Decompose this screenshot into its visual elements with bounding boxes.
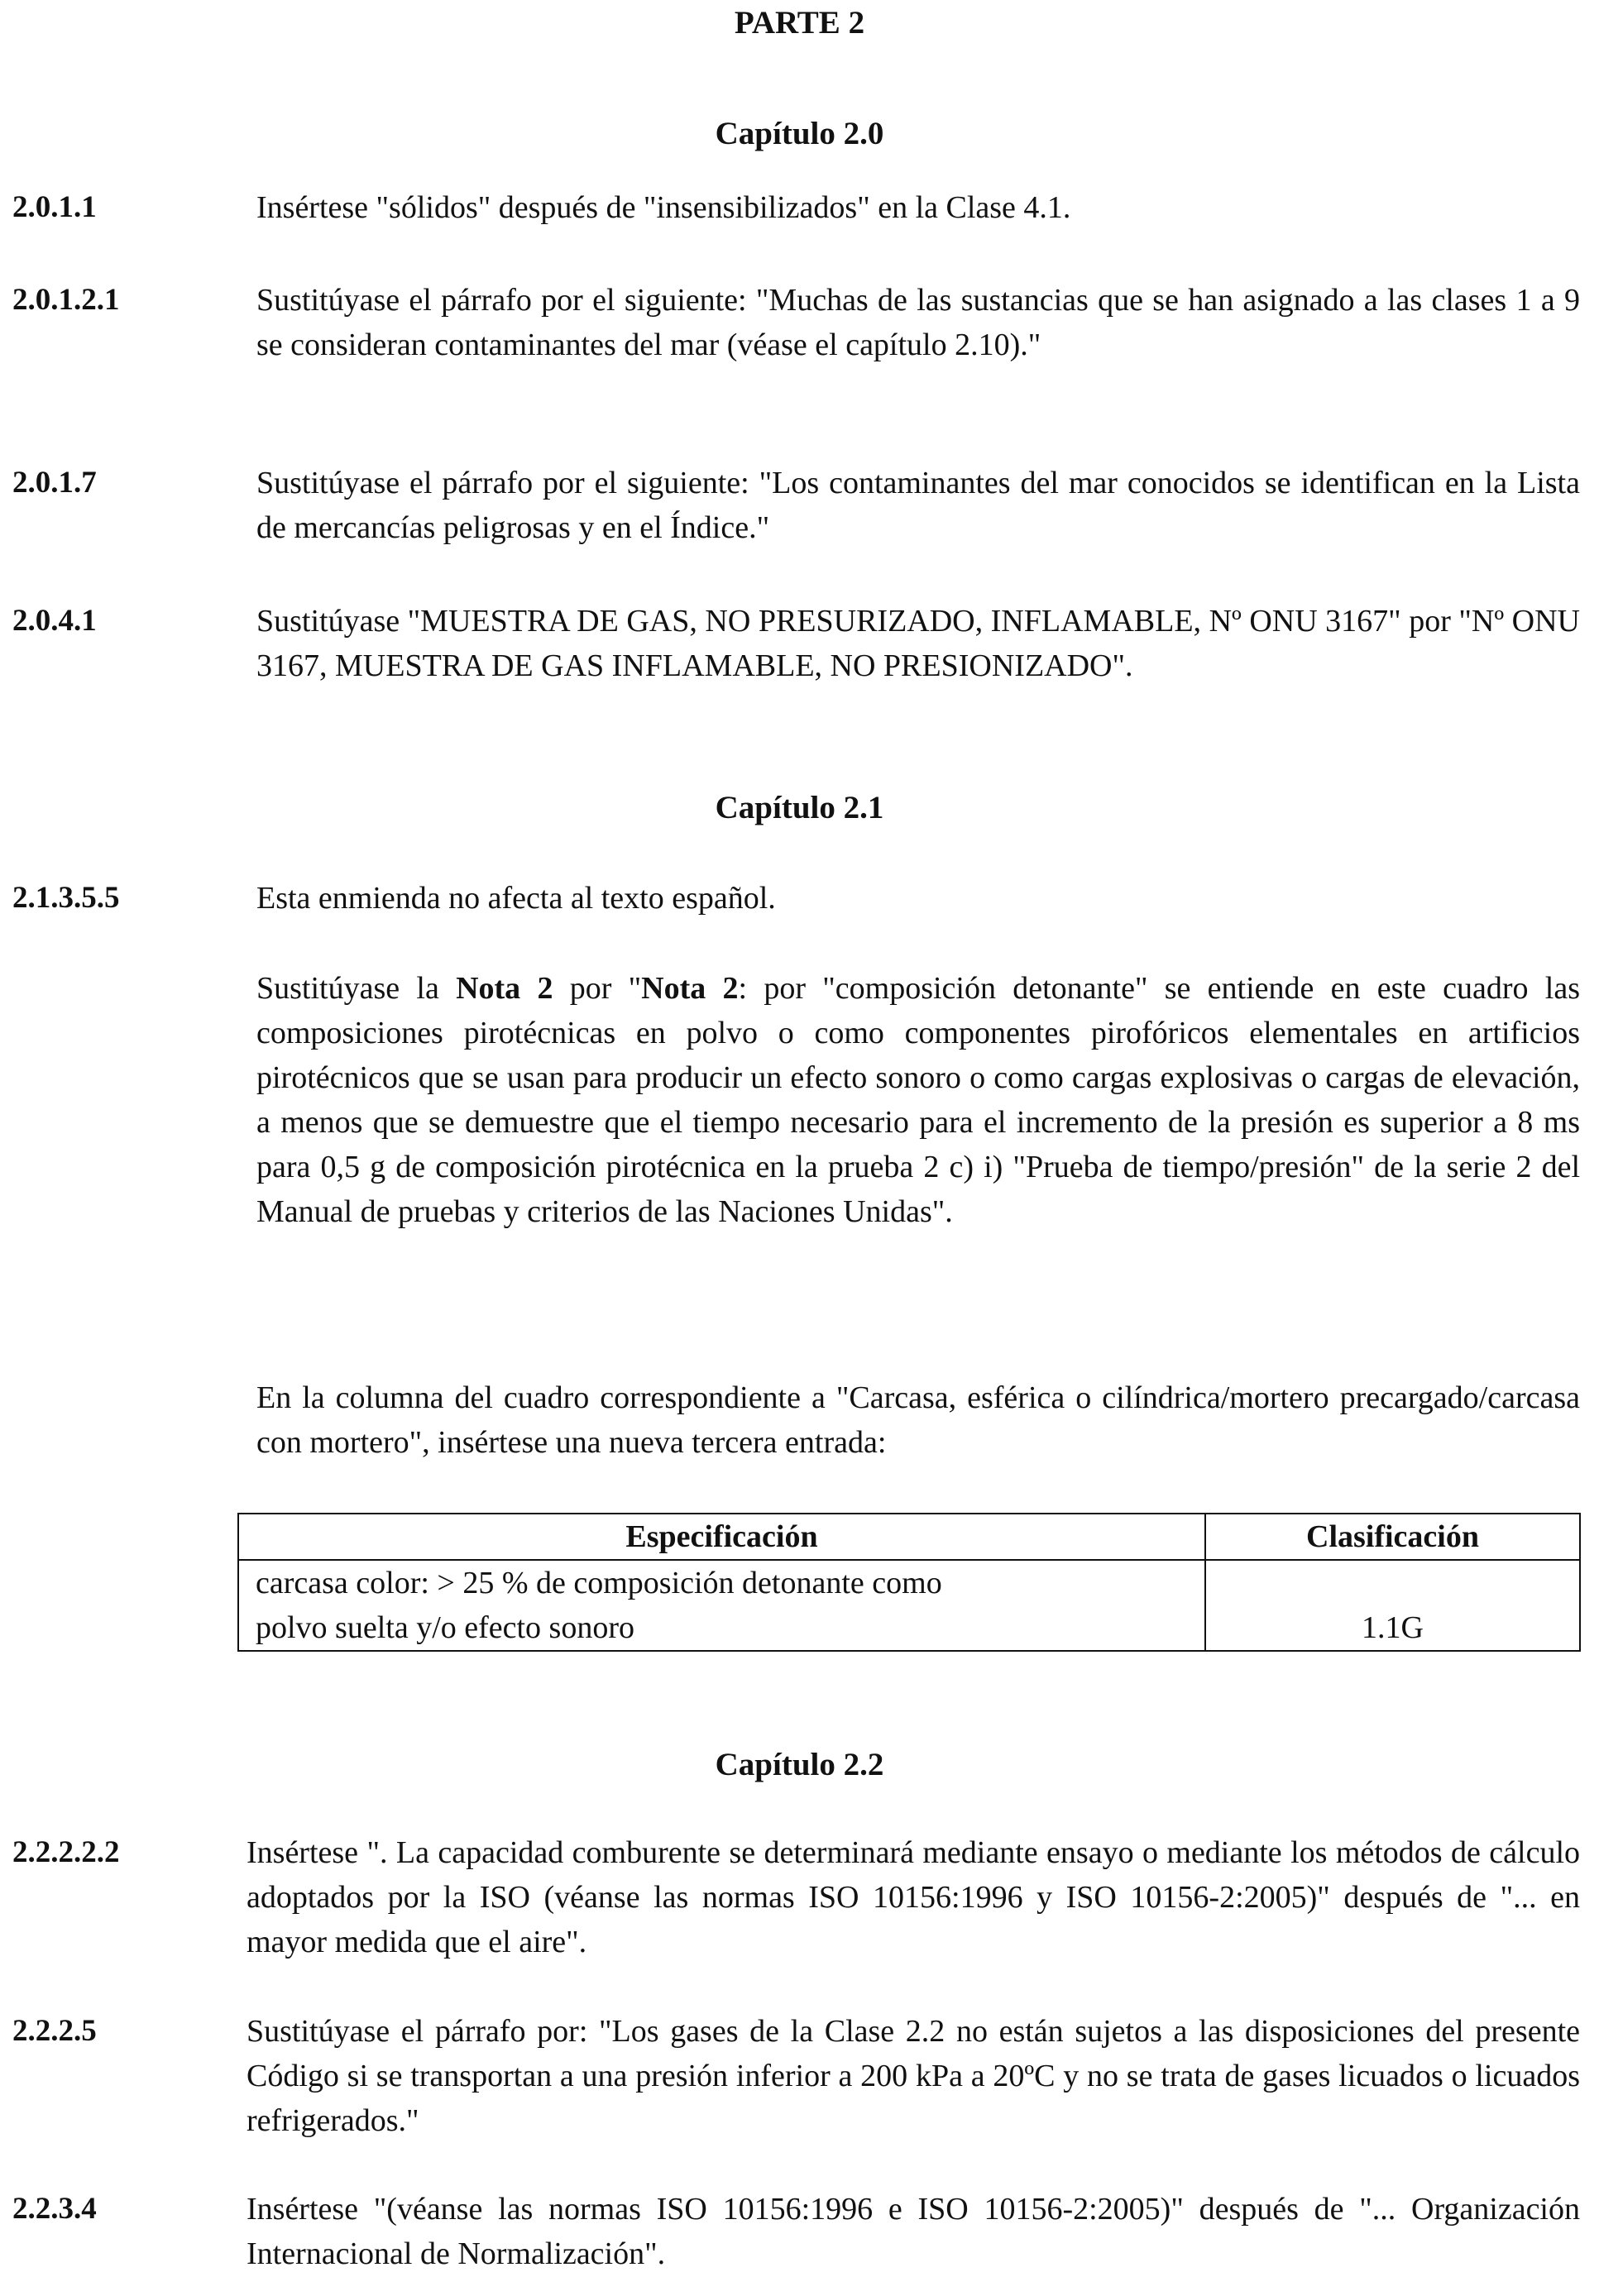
header-especificacion: Especificación [238, 1514, 1205, 1560]
table-row [238, 1560, 1580, 1651]
classification-cell: 1.1G [1205, 1560, 1580, 1651]
entry-text-2-0-1-7: Sustitúyase el párrafo por el siguiente: "Los contaminantes del mar conocidos se identifican en la Lista de mercancías peligrosas y en el Índice." [256, 466, 1580, 545]
chapter-title-2-1: Capítulo 2.1 [715, 790, 884, 825]
nota-prefix: Sustitúyase la [256, 971, 457, 1006]
entry-number-2-2-3-4: 2.2.3.4 [12, 2192, 97, 2226]
chapter-title-2-2: Capítulo 2.2 [715, 1747, 884, 1782]
entry-number-2-2-2-2-2: 2.2.2.2.2 [12, 1835, 120, 1869]
header-clasificacion: Clasificación [1205, 1514, 1580, 1560]
spec-line-2: polvo suelta y/o efecto sonoro [256, 1610, 635, 1645]
spec-line-1: carcasa color: > 25 % de composición detonante como [256, 1566, 942, 1600]
entry-text-2-1-3-5-5: Esta enmienda no afecta al texto español. [256, 881, 776, 916]
entry-text-2-0-4-1: Sustitúyase "MUESTRA DE GAS, NO PRESURIZADO, INFLAMABLE, Nº ONU 3167" por "Nº ONU 3167, MUESTRA DE GAS INFLAMABLE, NO PRESIONIZADO". [256, 604, 1580, 683]
entry-text-2-2-2-2-2: Insértese ". La capacidad comburente se determinará mediante ensayo o mediante los métodos de cálculo adoptados por la ISO (véanse las normas ISO 10156:1996 y ISO 10156-2:2005)" después de "... en mayor medida que el aire". [247, 1835, 1580, 1959]
entry-number-2-0-1-2-1: 2.0.1.2.1 [12, 283, 120, 317]
entry-number-2-1-3-5-5: 2.1.3.5.5 [12, 881, 120, 915]
nota-bold-label: Nota 2 [456, 971, 553, 1006]
nota-bold-label-2: Nota 2 [641, 971, 739, 1006]
table-header-row [238, 1514, 1580, 1560]
entry-text-2-2-3-4: Insértese "(véanse las normas ISO 10156:1996 e ISO 10156-2:2005)" después de "... Organización Internacional de Normalización". [247, 2192, 1580, 2271]
entry-number-2-0-4-1: 2.0.4.1 [12, 604, 97, 638]
column-paragraph: En la columna del cuadro correspondiente a "Carcasa, esférica o cilíndrica/mortero precargado/carcasa con mortero", insértese una nueva tercera entrada: [256, 1380, 1580, 1460]
spec-cell [238, 1560, 1205, 1651]
amendment-table [237, 1513, 1581, 1652]
nota-middle: por " [553, 971, 642, 1006]
nota-2-paragraph [256, 966, 1580, 1234]
entry-number-2-0-1-1: 2.0.1.1 [12, 190, 97, 224]
nota-rest: : por "composición detonante" se entiende en este cuadro las composiciones pirotécnicas en polvo o como componentes pirofóricos elementales en artificios pirotécnicos que se usan para producir un efecto sonoro o como cargas explosivas o cargas de elevación, a menos que se demuestre que el tiempo necesario para el incremento de la presión es superior a 8 ms para 0,5 g de composición pirotécnica en la prueba 2 c) i) "Prueba de tiempo/presión" de la serie 2 del Manual de pruebas y criterios de las Naciones Unidas". [256, 971, 1580, 1229]
chapter-title-2-0: Capítulo 2.0 [715, 116, 884, 151]
entry-text-2-0-1-1: Insértese "sólidos" después de "insensibilizados" en la Clase 4.1. [256, 190, 1071, 225]
entry-number-2-0-1-7: 2.0.1.7 [12, 466, 97, 500]
part-title: PARTE 2 [734, 5, 865, 41]
entry-text-2-0-1-2-1: Sustitúyase el párrafo por el siguiente: "Muchas de las sustancias que se han asignado a las clases 1 a 9 se consideran contaminantes del mar (véase el capítulo 2.10)." [256, 283, 1580, 362]
entry-text-2-2-2-5: Sustitúyase el párrafo por: "Los gases de la Clase 2.2 no están sujetos a las disposiciones del presente Código si se transportan a una presión inferior a 200 kPa a 20ºC y no se trata de gases licuados o licuados refrigerados." [247, 2014, 1580, 2138]
entry-number-2-2-2-5: 2.2.2.5 [12, 2014, 97, 2048]
